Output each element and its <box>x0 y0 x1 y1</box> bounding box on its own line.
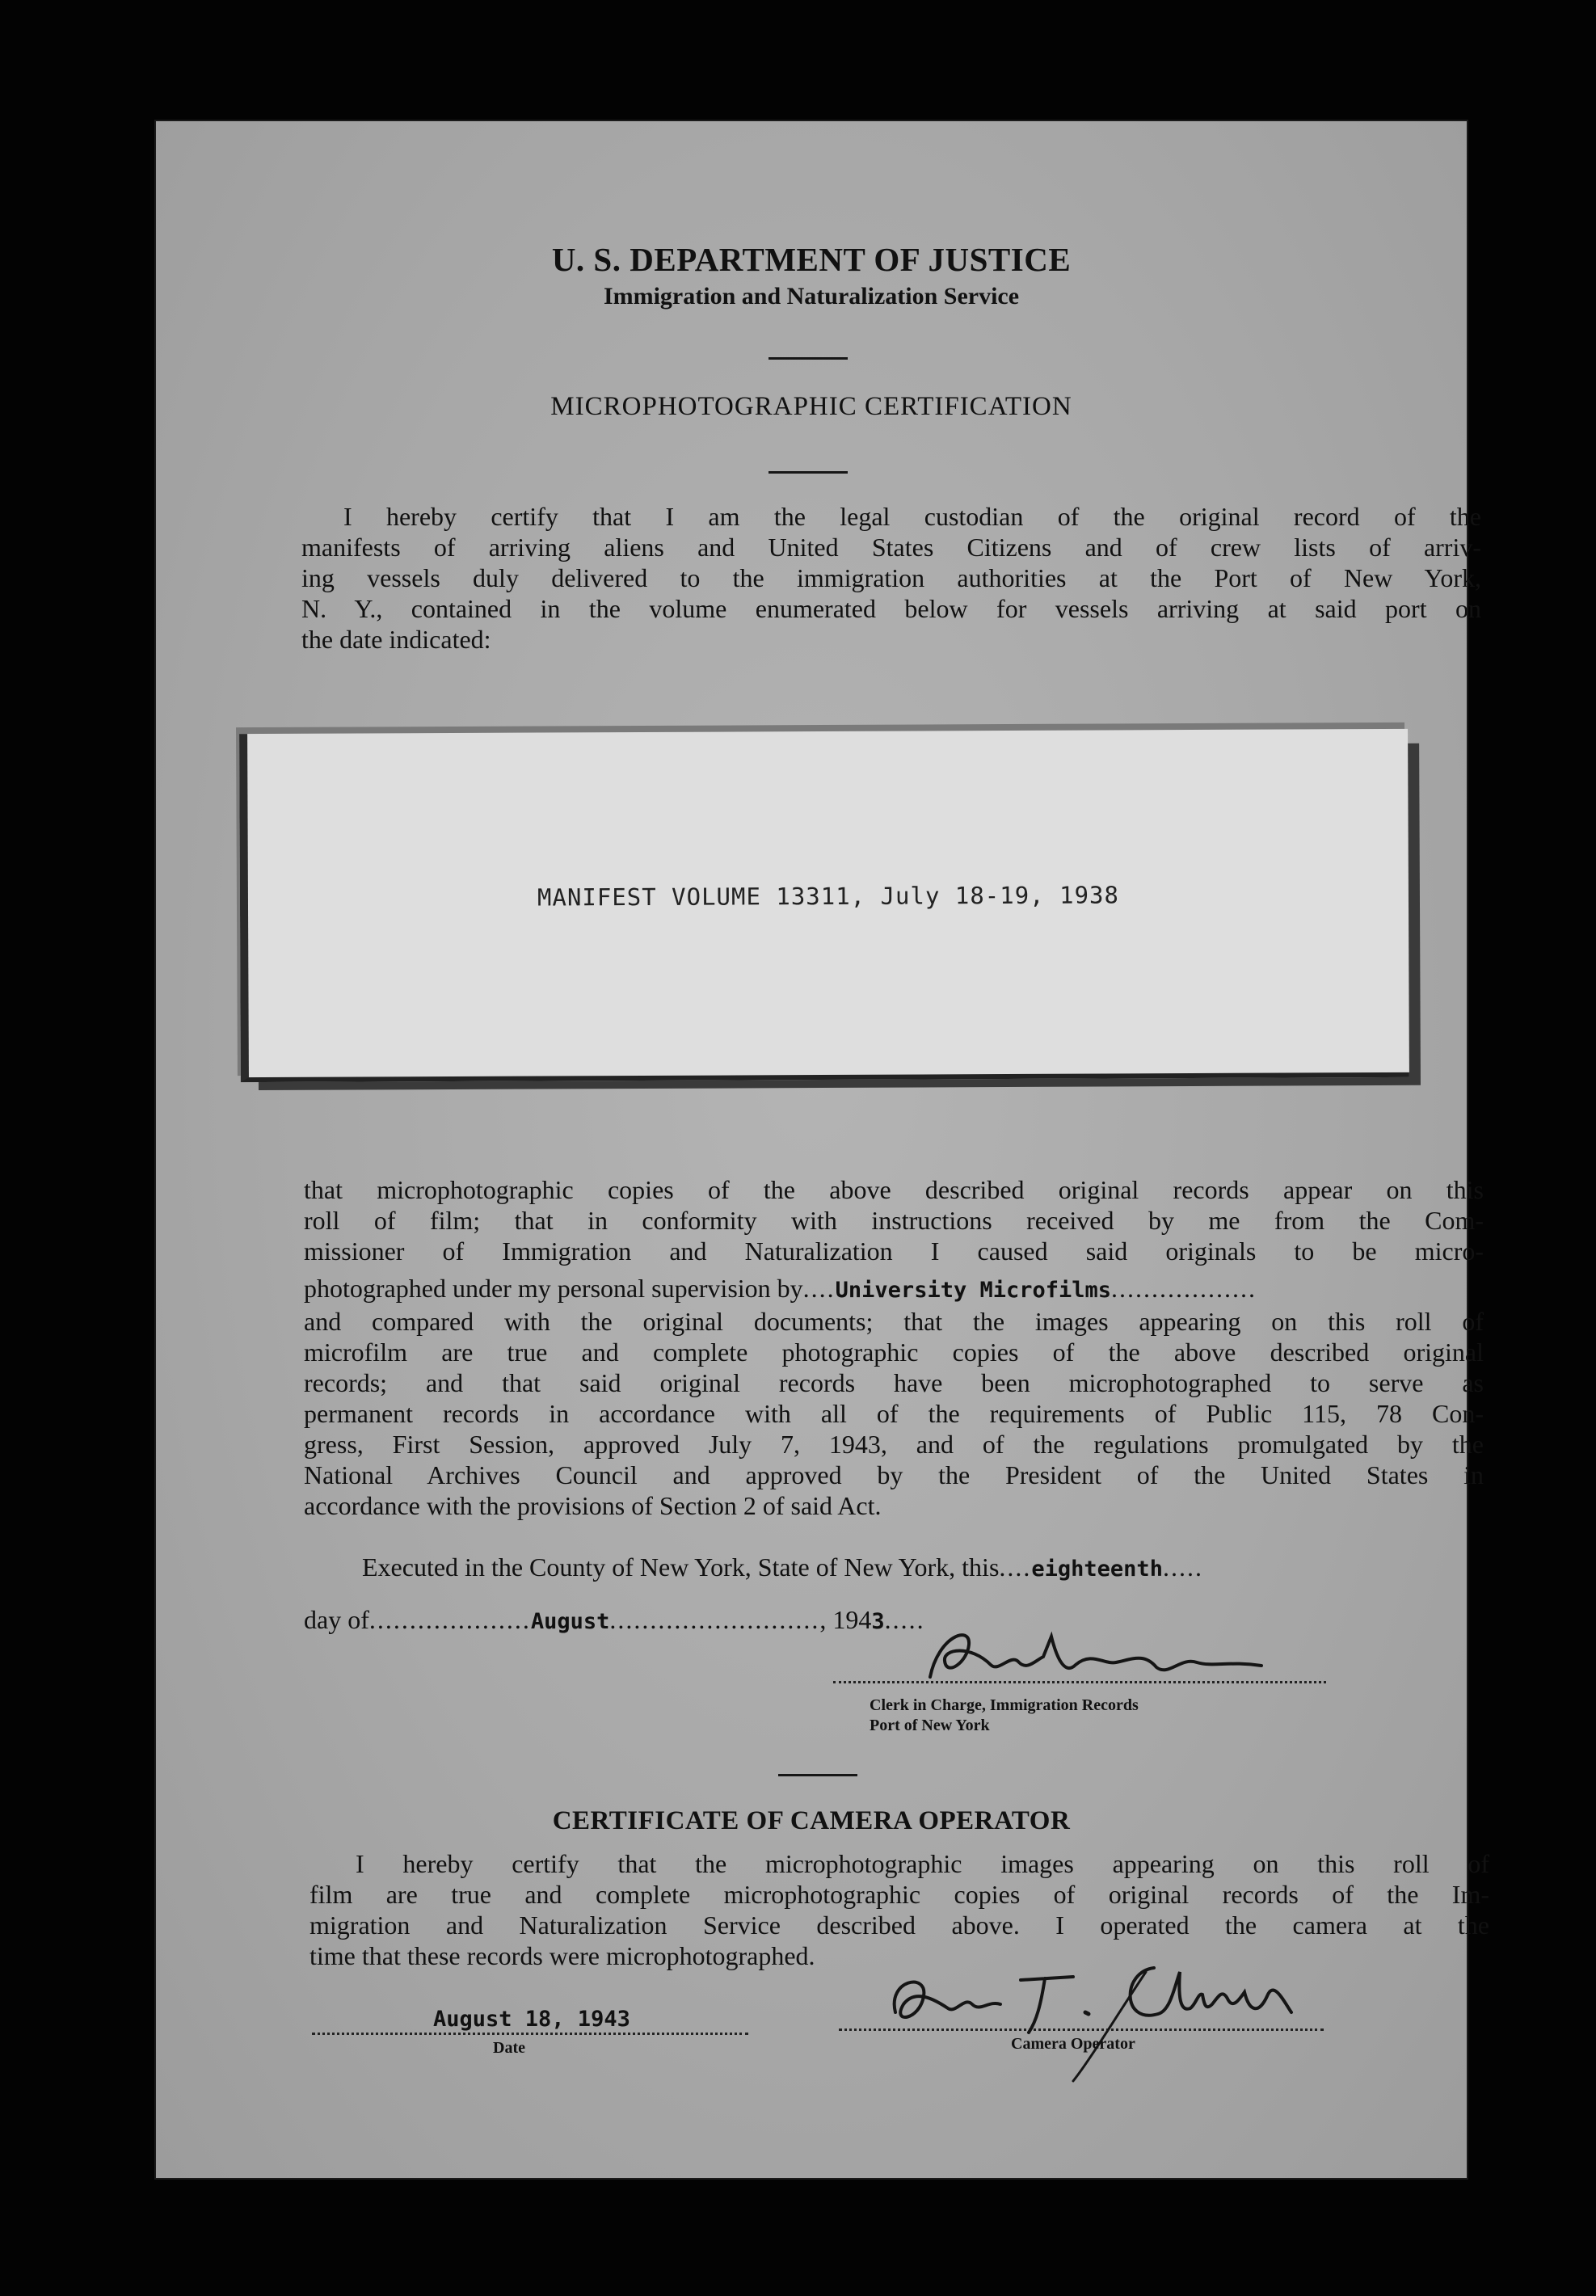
department-heading: U. S. DEPARTMENT OF JUSTICE <box>551 241 1072 278</box>
body-line: accordance with the provisions of Section 2 of said Act. <box>304 1491 882 1520</box>
body-line: microfilm are true and complete photographic copies of the above described original <box>304 1338 1484 1367</box>
body-line: and compared with the original documents; that the images appearing on this roll of <box>304 1307 1484 1336</box>
manifest-volume-text: MANIFEST VOLUME 13311, July 18-19, 1938 <box>537 881 1119 912</box>
intro-line: the date indicated: <box>301 625 491 654</box>
camera-operator-signature <box>879 1923 1332 2085</box>
camera-line: I hereby certify that the microphotographic images appearing on this roll of <box>356 1849 1489 1878</box>
camera-certificate-title: CERTIFICATE OF CAMERA OPERATOR <box>552 1806 1071 1835</box>
camera-line: time that these records were microphotographed. <box>310 1941 815 1970</box>
intro-line: manifests of arriving aliens and United States Citizens and of crew lists of arriv- <box>301 533 1481 562</box>
execution-prefix: Executed in the County of New York, State of New York, this <box>362 1552 1000 1582</box>
supervision-prefix: photographed under my personal supervision by <box>304 1274 803 1303</box>
date-signature-line <box>312 2033 748 2035</box>
clerk-signature-line <box>833 1681 1326 1683</box>
service-subheading: Immigration and Naturalization Service <box>603 283 1020 310</box>
execution-day: eighteenth <box>1031 1557 1163 1582</box>
certificate-sheet <box>156 121 1489 2178</box>
certification-title: MICROPHOTOGRAPHIC CERTIFICATION <box>550 392 1072 421</box>
divider-rule <box>769 357 848 360</box>
intro-line: I hereby certify that I am the legal custodian of the original record of the <box>343 502 1481 531</box>
intro-line: N. Y., contained in the volume enumerated below for vessels arriving at said port on <box>301 594 1481 623</box>
body-line: records; and that said original records have been microphotographed to serve as <box>304 1368 1484 1397</box>
body-line: permanent records in accordance with all of the requirements of Public 115, 78 Con- <box>304 1399 1484 1428</box>
camera-line: film are true and complete microphotographic copies of original records of the Im- <box>310 1880 1489 1909</box>
body-line: roll of film; that in conformity with instructions received by me from the Com- <box>304 1206 1484 1235</box>
camera-date-value: August 18, 1943 <box>433 2007 630 2032</box>
execution-year-prefix: , 194 <box>819 1605 872 1634</box>
day-of-label: day of <box>304 1605 369 1634</box>
camera-line: migration and Naturalization Service described above. I operated the camera at the <box>310 1911 1489 1940</box>
divider-rule <box>769 471 848 474</box>
clerk-title: Clerk in Charge, Immigration Records <box>870 1696 1139 1714</box>
divider-rule <box>778 1774 857 1776</box>
clerk-port: Port of New York <box>870 1717 990 1734</box>
execution-month: August <box>530 1609 610 1634</box>
body-line: that microphotographic copies of the above described original records appear on this <box>304 1175 1484 1204</box>
intro-paragraph <box>301 501 1481 655</box>
supervision-line: photographed under my personal supervision by....University Microfilms.................. <box>304 1274 1257 1303</box>
body-paragraph <box>304 1174 1484 1521</box>
clerk-caption <box>870 1696 1139 1736</box>
operator-label: Camera Operator <box>1011 2035 1135 2053</box>
body-line: gress, First Session, approved July 7, 1943, and of the regulations promulgated by the <box>304 1430 1484 1459</box>
execution-line: Executed in the County of New York, State of New York, this....eighteenth..... <box>362 1552 1203 1582</box>
intro-line: ing vessels duly delivered to the immigration authorities at the Port of New York, <box>301 563 1481 592</box>
supervisor-name: University Microfilms <box>835 1278 1112 1303</box>
body-line: missioner of Immigration and Naturalization I caused said originals to be micro- <box>304 1236 1484 1266</box>
manifest-insert-slip <box>239 729 1409 1082</box>
execution-year-digit: 3 <box>871 1609 885 1634</box>
day-of-line: day of....................August.........................., 1943..... <box>304 1605 925 1634</box>
date-label: Date <box>493 2039 525 2057</box>
body-line: National Archives Council and approved by the President of the United States in <box>304 1460 1484 1489</box>
